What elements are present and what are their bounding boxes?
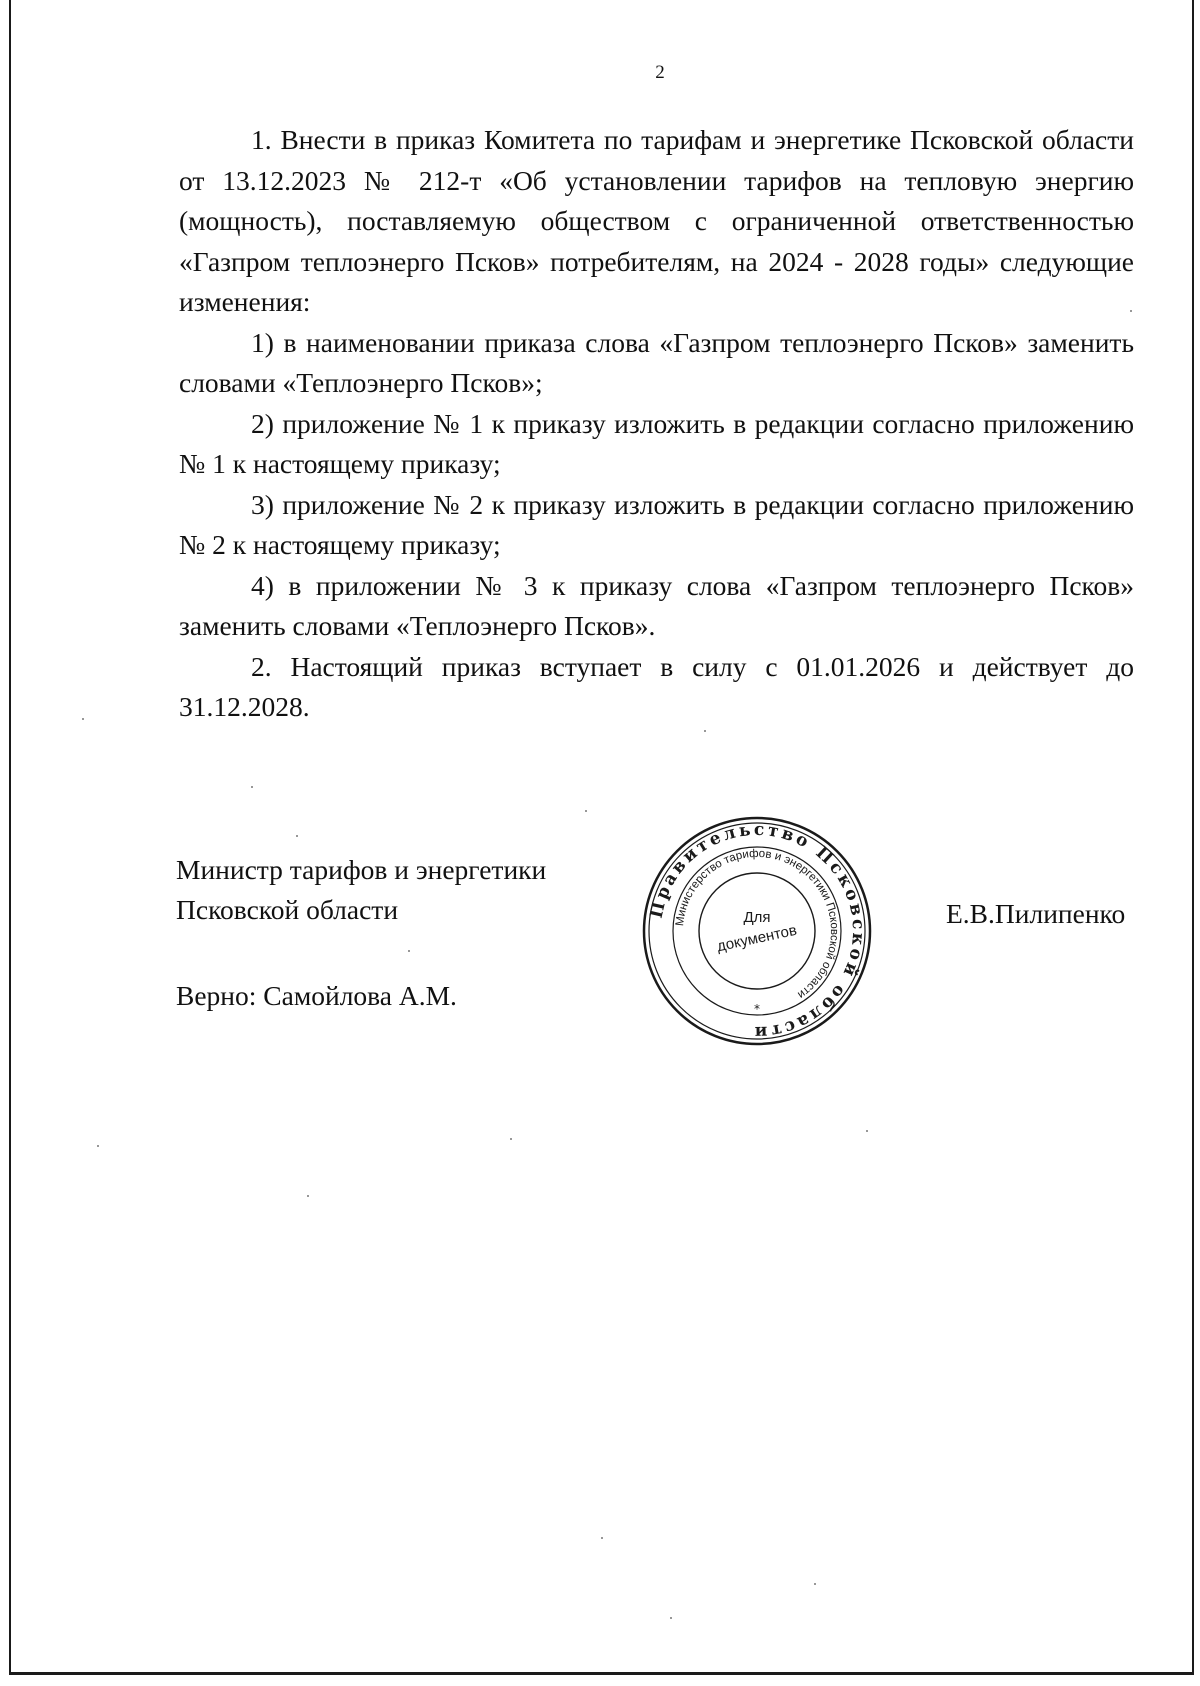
signature-position-line1: Министр тарифов и энергетики — [176, 854, 547, 885]
seal-inner-text: Министерство тарифов и энергетики Псковской области — [674, 847, 841, 1001]
scan-speck — [307, 1195, 309, 1197]
seal-star-icon: * — [754, 1002, 760, 1016]
scan-speck — [510, 1138, 512, 1140]
scan-speck — [704, 730, 706, 732]
scan-speck — [82, 718, 84, 720]
scan-speck — [1130, 310, 1132, 312]
seal-outer-text: Правительство Псковской области — [646, 819, 869, 1043]
signature-position-line2: Псковской области — [176, 894, 399, 925]
scan-speck — [97, 1145, 99, 1147]
scan-speck — [251, 786, 253, 788]
scan-border-bottom — [9, 1672, 1194, 1675]
paragraph-1: 1. Внести в приказ Комитета по тарифам и энергетике Псковской области от 13.12.2023 № 212-т «Об установлении тарифов на тепловую энергию (мощность), поставляемую обществом с ограниченной ответственностью «Газпром теплоэнерго Псков» потребителям, на 2024 - 2028 годы» следующие изменения: — [179, 124, 1134, 317]
document-body — [179, 120, 1134, 728]
scan-speck — [670, 1617, 672, 1619]
paragraph-1-3: 3) приложение № 2 к приказу изложить в редакции согласно приложению № 2 к настоящему приказу; — [179, 488, 1134, 560]
scan-speck — [814, 1583, 816, 1585]
paragraph-2: 2. Настоящий приказ вступает в силу с 01.01.2026 и действует до 31.12.2028. — [179, 650, 1134, 722]
certified-copy-note: Верно: Самойлова А.М. — [176, 980, 457, 1011]
paragraph-1-4: 4) в приложении № 3 к приказу слова «Газпром теплоэнерго Псков» заменить словами «Теплоэнерго Псков». — [179, 569, 1134, 641]
scan-speck — [585, 810, 587, 812]
paragraph-1-2: 2) приложение № 1 к приказу изложить в редакции согласно приложению № 1 к настоящему приказу; — [179, 407, 1134, 479]
official-seal — [639, 813, 875, 1049]
scan-speck — [866, 1130, 868, 1132]
scan-border-left — [9, 0, 11, 1672]
scan-speck — [601, 1537, 603, 1539]
scan-speck — [296, 835, 298, 837]
scan-border-right — [1192, 0, 1194, 1672]
paragraph-1-1: 1) в наименовании приказа слова «Газпром теплоэнерго Псков» заменить словами «Теплоэнерго Псков»; — [179, 326, 1134, 398]
seal-center-line1: Для — [743, 909, 771, 926]
page-number: 2 — [655, 62, 665, 83]
seal-center-line2: документов — [715, 921, 799, 956]
signature-position — [176, 850, 546, 930]
signature-name: Е.В.Пилипенко — [946, 898, 1126, 929]
scan-speck — [408, 950, 410, 952]
